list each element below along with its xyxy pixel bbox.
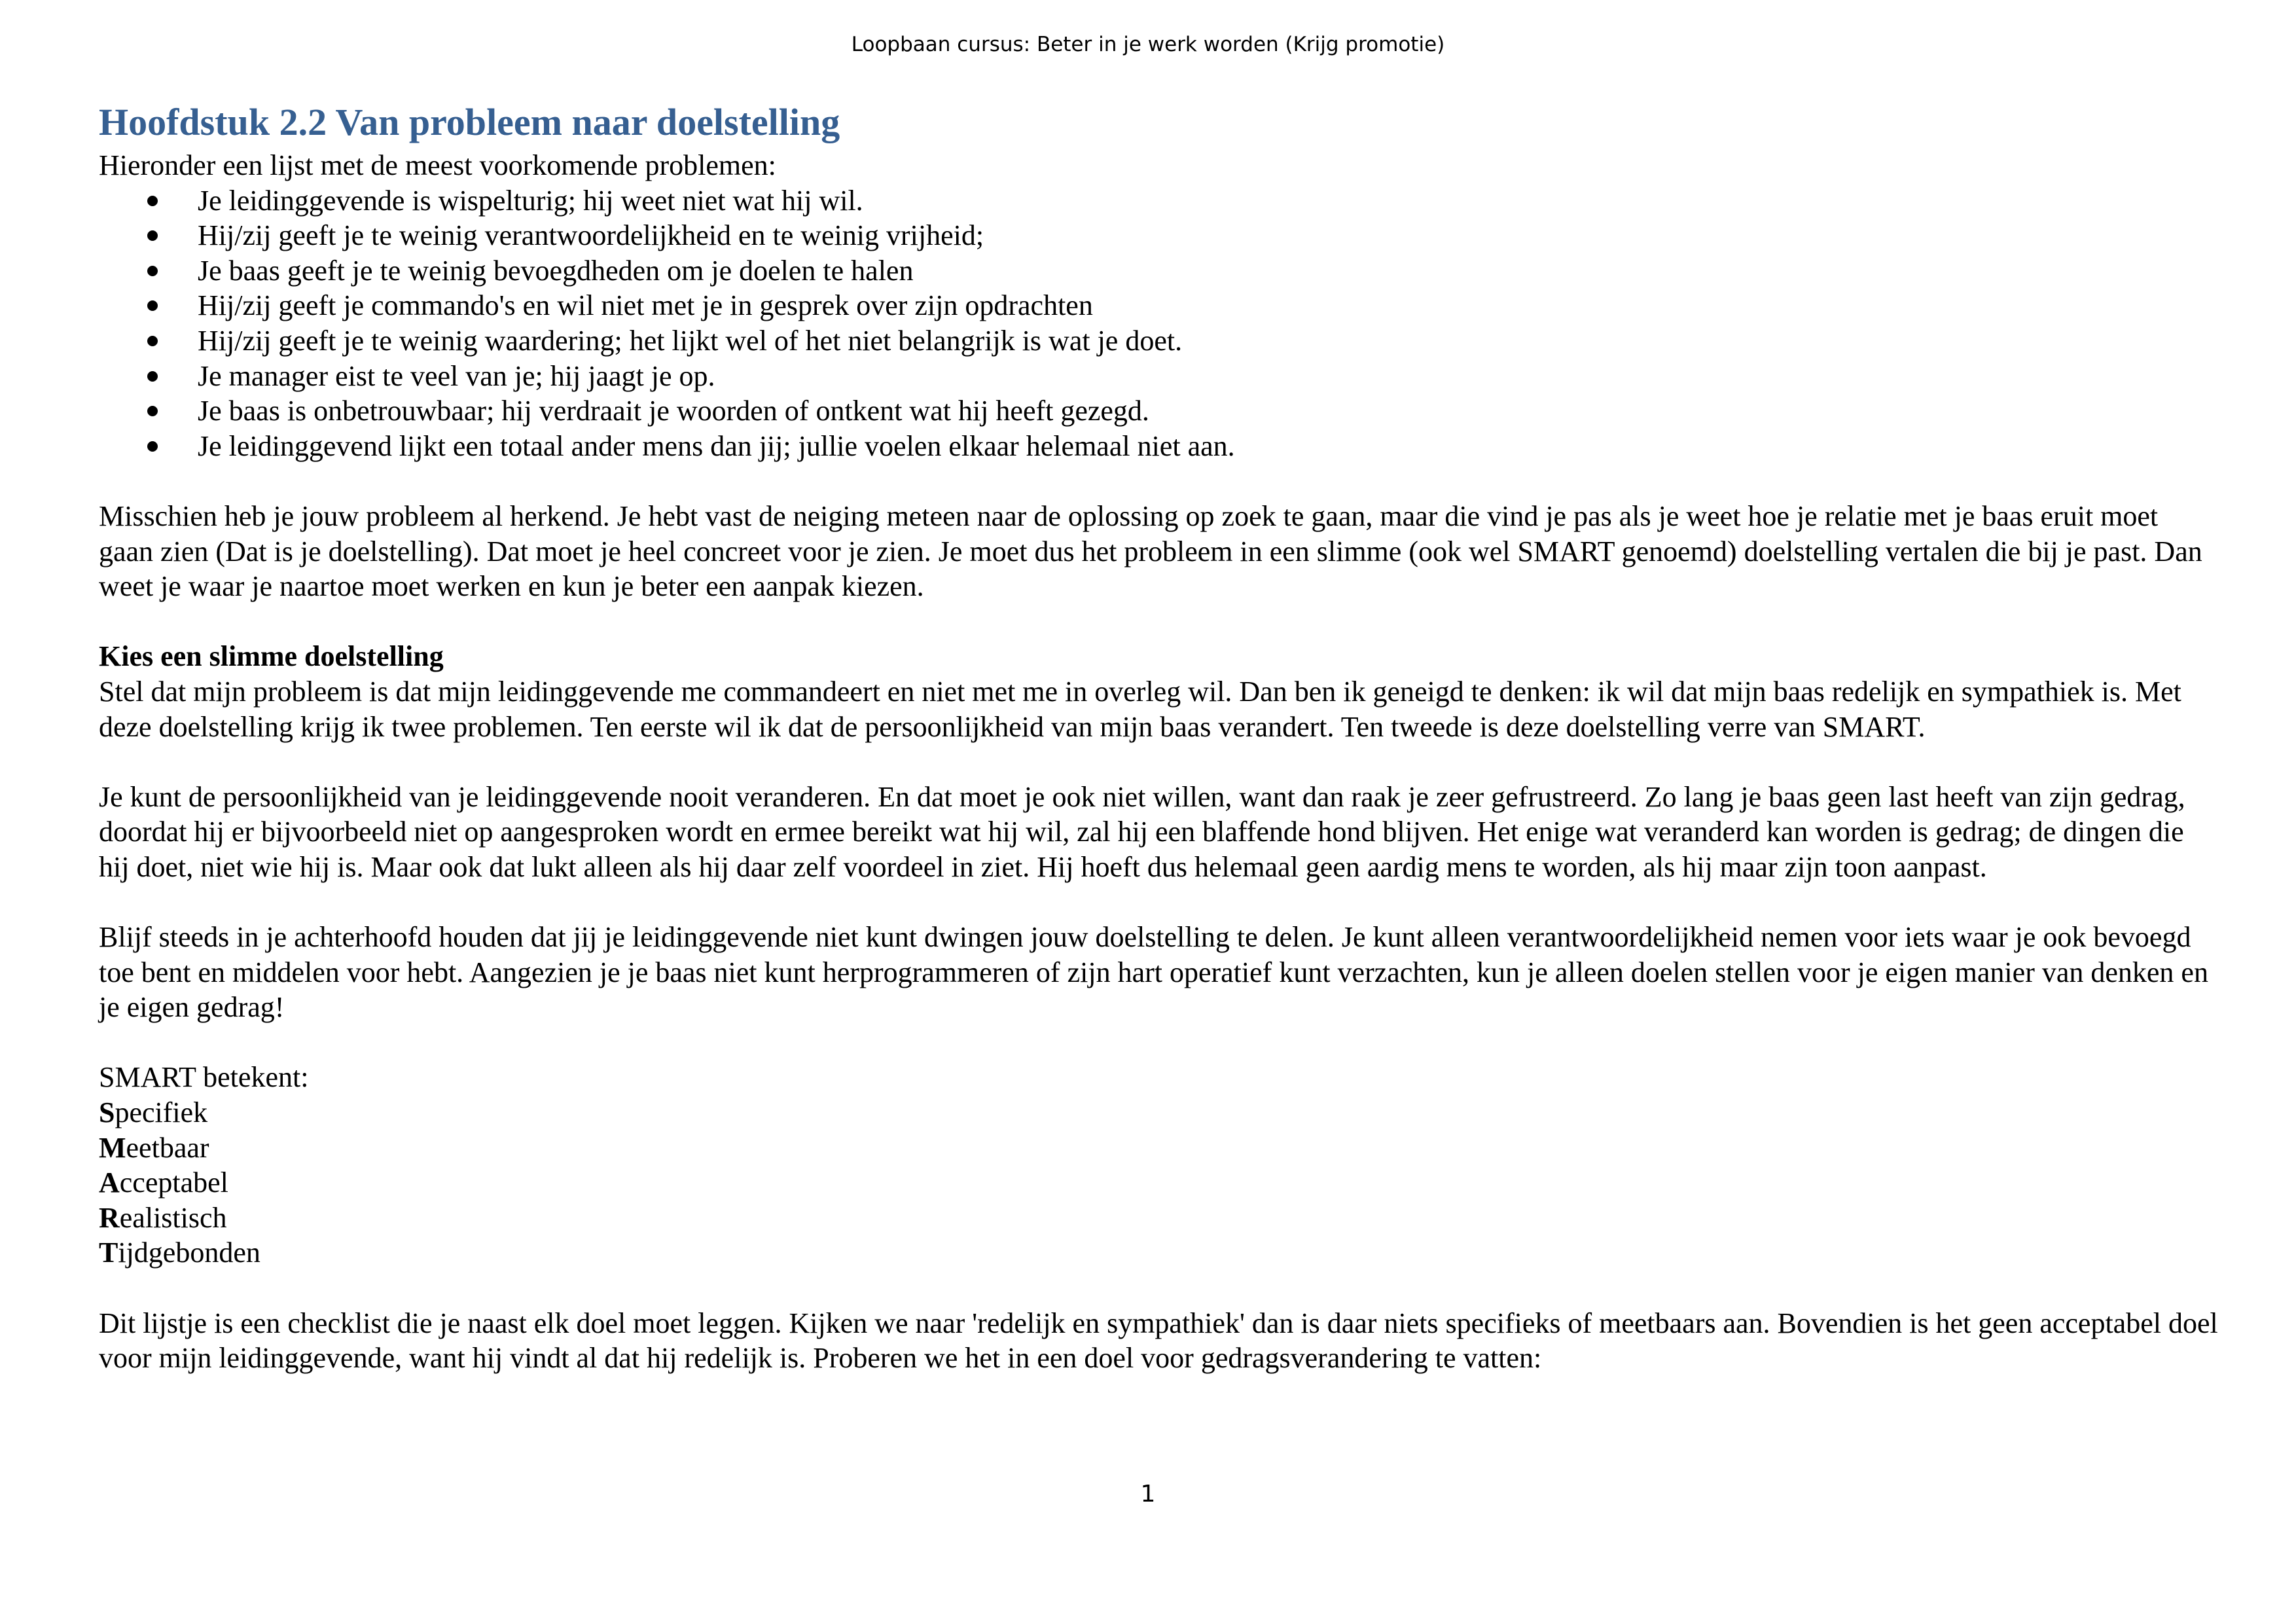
smart-initial: R xyxy=(99,1201,120,1234)
paragraph-gap xyxy=(99,1271,2219,1306)
smart-initial: S xyxy=(99,1096,115,1129)
smart-item: Meetbaar xyxy=(99,1131,209,1164)
list-item: Je leidinggevend lijkt een totaal ander mens dan jij; jullie voelen elkaar helemaal niet aan. xyxy=(99,429,2219,464)
list-item: Je baas geeft je te weinig bevoegdheden om je doelen te halen xyxy=(99,253,2219,289)
smart-initial: M xyxy=(99,1131,126,1164)
chapter-title: Hoofdstuk 2.2 Van probleem naar doelstelling xyxy=(99,101,840,143)
bullet-icon xyxy=(147,441,158,452)
body-paragraph: Misschien heb je jouw probleem al herkend. Je hebt vast de neiging meteen naar de oplossing op zoek te gaan, maar die vind je pas als je weet hoe je relatie met je baas eruit moet gaan zien (Dat is je doelstelling). Dat moet je heel concreet voor je zien. Je moet dus het probleem in een slimme (ook wel SMART genoemd) doelstelling vertalen die bij je past. Dan weet je waar je naartoe moet werken en kun je beter een aanpak kiezen. xyxy=(99,499,2202,603)
paragraph-gap xyxy=(99,1025,2219,1060)
bullet-icon xyxy=(147,196,158,206)
list-item: Je leidinggevende is wispelturig; hij weet niet wat hij wil. xyxy=(99,183,2219,219)
list-item: Hij/zij geeft je te weinig verantwoordelijkheid en te weinig vrijheid; xyxy=(99,218,2219,253)
bullet-icon xyxy=(147,300,158,311)
body-paragraph: Je kunt de persoonlijkheid van je leidinggevende nooit veranderen. En dat moet je ook niet willen, want dan raak je zeer gefrustreerd. Zo lang je baas geen last heeft van zijn gedrag, doordat hij er bijvoorbeeld niet op aangesproken wordt en ermee bereikt wat hij wil, zal hij een blaffende hond blijven. Het enige wat veranderd kan worden is gedrag; de dingen die hij doet, niet wie hij is. Maar ook dat lukt alleen als hij daar zelf voordeel in ziet. Hij hoeft dus helemaal geen aardig mens te worden, als hij maar zijn toon aanpast. xyxy=(99,780,2185,883)
bullet-icon xyxy=(147,406,158,416)
smart-item: Tijdgebonden xyxy=(99,1236,260,1269)
problems-intro: Hieronder een lijst met de meest voorkomende problemen: xyxy=(99,149,776,181)
smart-item: Specifiek xyxy=(99,1096,208,1129)
list-item: Je manager eist te veel van je; hij jaagt je op. xyxy=(99,359,2219,394)
list-item: Hij/zij geeft je commando's en wil niet met je in gesprek over zijn opdrachten xyxy=(99,288,2219,323)
running-header: Loopbaan cursus: Beter in je werk worden (Krijg promotie) xyxy=(851,33,1445,56)
paragraph-gap xyxy=(99,884,2219,920)
problems-list xyxy=(99,183,2219,464)
smart-initial: A xyxy=(99,1166,120,1199)
section-heading: Kies een slimme doelstelling xyxy=(99,640,444,673)
list-item: Hij/zij geeft je te weinig waardering; het lijkt wel of het niet belangrijk is wat je doet. xyxy=(99,323,2219,359)
bullet-icon xyxy=(147,230,158,241)
body-paragraph: Dit lijstje is een checklist die je naast elk doel moet leggen. Kijken we naar 'redelijk en sympathiek' dan is daar niets specifieks of meetbaars aan. Bovendien is het geen acceptabel doel voor mijn leidinggevende, want hij vindt al dat hij redelijk is. Proberen we het in een doel voor gedragsverandering te vatten: xyxy=(99,1307,2218,1375)
smart-intro: SMART betekent: xyxy=(99,1061,309,1094)
smart-initial: T xyxy=(99,1236,118,1269)
page-number: 1 xyxy=(1140,1481,1156,1507)
bullet-icon xyxy=(147,266,158,276)
smart-item: Realistisch xyxy=(99,1201,227,1234)
list-item: Je baas is onbetrouwbaar; hij verdraait je woorden of ontkent wat hij heeft gezegd. xyxy=(99,393,2219,429)
bullet-icon xyxy=(147,336,158,346)
smart-list xyxy=(99,1095,2219,1271)
document-body xyxy=(99,97,2219,1376)
body-paragraph: Blijf steeds in je achterhoofd houden dat jij je leidinggevende niet kunt dwingen jouw doelstelling te delen. Je kunt alleen verantwoordelijkheid nemen voor iets waar je ook bevoegd toe bent en middelen voor hebt. Aangezien je je baas niet kunt herprogrammeren of zijn hart operatief kunt verzachten, kun je alleen doelen stellen voor je eigen manier van denken en je eigen gedrag! xyxy=(99,921,2208,1024)
bullet-icon xyxy=(147,371,158,382)
paragraph-gap xyxy=(99,463,2219,499)
paragraph-gap xyxy=(99,604,2219,640)
paragraph-gap xyxy=(99,744,2219,780)
body-paragraph: Stel dat mijn probleem is dat mijn leidinggevende me commandeert en niet met me in overleg wil. Dan ben ik geneigd te denken: ik wil dat mijn baas redelijk en sympathiek is. Met deze doelstelling krijg ik twee problemen. Ten eerste wil ik dat de persoonlijkheid van mijn baas verandert. Ten tweede is deze doelstelling verre van SMART. xyxy=(99,675,2181,743)
smart-item: Acceptabel xyxy=(99,1166,228,1199)
